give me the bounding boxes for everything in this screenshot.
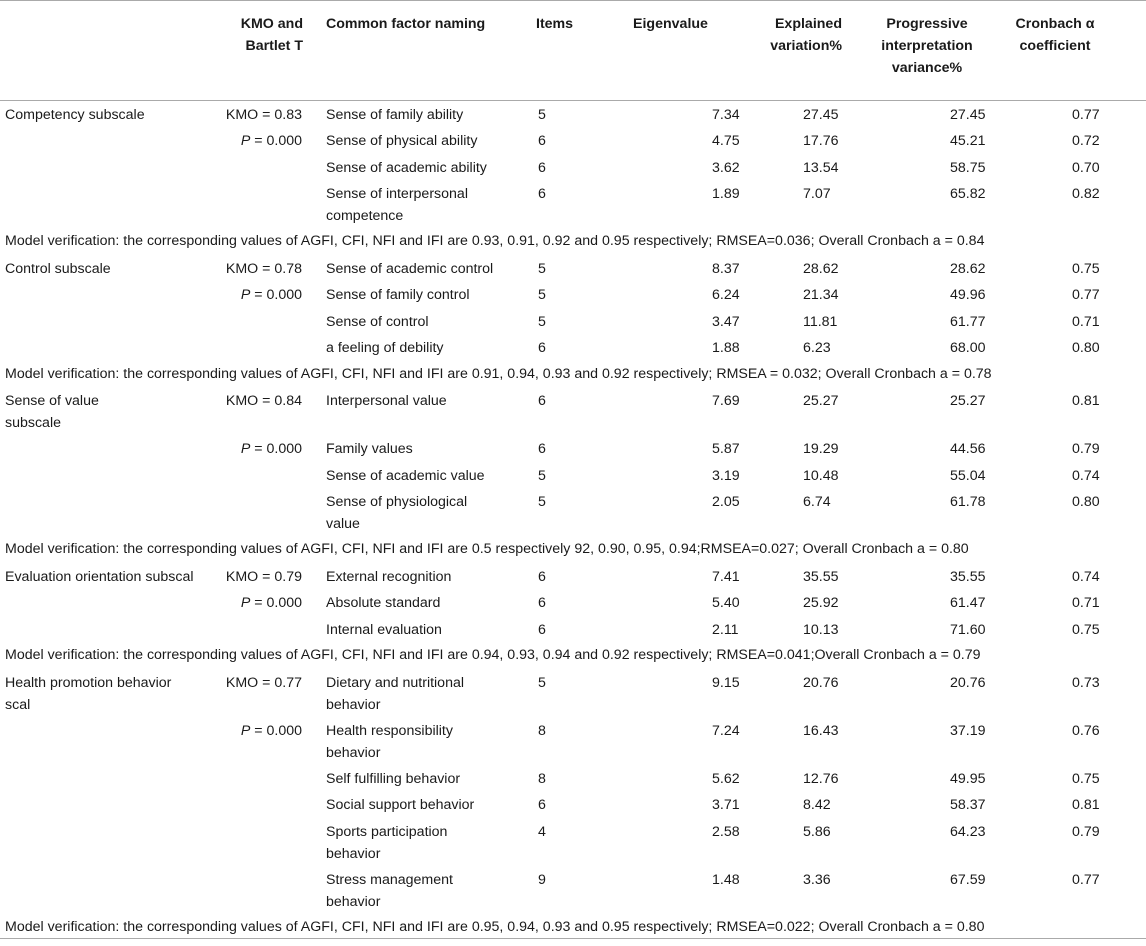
header-subscale [0,1,212,101]
eigenvalue: 3.19 [712,467,740,484]
explained-variation: 3.36 [803,871,831,888]
table-bottom-rule [0,938,1146,939]
items-count: 6 [538,186,546,202]
factor-name: Sense of physiological value [326,494,468,532]
cronbach-alpha: 0.74 [1072,568,1100,585]
kmo-value: KMO = 0.79 [225,568,302,585]
model-verification-note: Model verification: the corresponding values of AGFI, CFI, NFI and IFI are 0.93, 0.91, 0.92 and 0.95 respectively; RMSEA=0.036; Overall Cronbach a = 0.84 [5,233,985,249]
table-row [0,334,1146,361]
factor-name: External recognition [326,568,452,585]
table-row [0,154,1146,181]
table-row [0,717,1146,765]
table-row [0,101,1146,128]
items-count: 6 [538,340,546,356]
factor-name: Absolute standard [326,595,441,611]
header-eigenvalue: Eigenvalue [612,1,737,101]
progressive-variance: 55.04 [950,467,986,484]
cronbach-alpha: 0.79 [1072,823,1100,840]
factor-name: Sense of academic ability [326,159,487,176]
factor-name: Self fulfilling behavior [326,770,461,787]
progressive-variance: 45.21 [950,133,986,149]
cronbach-alpha: 0.76 [1072,722,1100,739]
explained-variation: 13.54 [803,159,839,176]
kmo-value: KMO = 0.77 [225,674,302,691]
explained-variation: 12.76 [803,770,839,787]
factor-name: Health responsibility behavior [326,722,453,761]
table-row [0,791,1146,818]
model-verification-note: Model verification: the corresponding values of AGFI, CFI, NFI and IFI are 0.95, 0.94, 0.93 and 0.95 respectively; RMSEA=0.022; Overall Cronbach a = 0.80 [5,918,985,935]
factor-name: Sense of academic control [326,260,494,277]
kmo-value: KMO = 0.84 [225,393,302,409]
cronbach-alpha: 0.77 [1072,287,1100,303]
table-row [0,616,1146,643]
cronbach-alpha: 0.70 [1072,159,1100,176]
explained-variation: 10.48 [803,467,839,484]
items-count: 6 [538,393,546,409]
items-count: 9 [538,871,546,888]
eigenvalue: 1.88 [712,340,740,356]
eigenvalue: 3.71 [712,797,740,813]
explained-variation: 19.29 [803,441,839,457]
items-count: 8 [538,722,546,739]
explained-variation: 11.81 [803,313,838,330]
progressive-variance: 28.62 [950,260,986,277]
eigenvalue: 7.69 [712,393,740,409]
factor-name: a feeling of debility [326,340,444,356]
cronbach-alpha: 0.72 [1072,133,1100,149]
progressive-variance: 35.55 [950,568,986,585]
items-count: 5 [538,260,546,277]
cronbach-alpha: 0.81 [1072,393,1100,409]
model-verification-row [0,642,1146,669]
factor-name: Stress management behavior [326,871,453,910]
cronbach-alpha: 0.75 [1072,621,1100,638]
explained-variation: 10.13 [803,621,839,638]
model-verification-row [0,914,1146,941]
progressive-variance: 61.78 [950,494,986,510]
eigenvalue: 2.11 [712,621,739,638]
subscale-name: Health promotion behavior scal [5,674,172,713]
table-row [0,255,1146,282]
p-value: P = 0.000 [240,722,302,739]
progressive-variance: 49.95 [950,770,986,787]
model-verification-row [0,228,1146,255]
eigenvalue: 3.62 [712,159,740,176]
eigenvalue: 5.40 [712,595,740,611]
progressive-variance: 71.60 [950,621,986,638]
p-value: P = 0.000 [240,287,302,303]
explained-variation: 6.74 [803,494,831,510]
explained-variation: 8.42 [803,797,831,813]
items-count: 5 [538,287,546,303]
model-verification-note: Model verification: the corresponding values of AGFI, CFI, NFI and IFI are 0.94, 0.93, 0.94 and 0.92 respectively; RMSEA=0.041;Overall Cronbach a = 0.79 [5,647,981,663]
progressive-variance: 58.75 [950,159,986,176]
items-count: 5 [538,313,546,330]
eigenvalue: 7.34 [712,107,740,123]
cronbach-alpha: 0.77 [1072,107,1100,123]
explained-variation: 25.27 [803,393,839,409]
model-verification-row [0,361,1146,388]
subscale-name: Evaluation orientation subscal [5,568,194,585]
items-count: 8 [538,770,546,787]
progressive-variance: 58.37 [950,797,986,813]
table-row [0,818,1146,866]
cronbach-alpha: 0.74 [1072,467,1100,484]
progressive-variance: 64.23 [950,823,986,840]
eigenvalue: 5.87 [712,441,740,457]
cronbach-alpha: 0.73 [1072,674,1100,691]
explained-variation: 7.07 [803,186,831,202]
explained-variation: 16.43 [803,722,839,739]
header-kmo: KMO and Bartlet T [212,1,316,101]
items-count: 6 [538,621,546,638]
explained-variation: 20.76 [803,674,839,691]
table-row [0,387,1146,435]
factor-name: Sense of interpersonal competence [326,186,468,224]
explained-variation: 6.23 [803,340,831,356]
cronbach-alpha: 0.80 [1072,494,1100,510]
eigenvalue: 2.05 [712,494,740,510]
items-count: 5 [538,467,546,484]
items-count: 6 [538,159,546,176]
subscale-name: Control subscale [5,260,111,277]
table-row [0,563,1146,590]
items-count: 6 [538,133,546,149]
model-verification-note: Model verification: the corresponding values of AGFI, CFI, NFI and IFI are 0.5 respectively 92, 0.90, 0.95, 0.94;RMSEA=0.027; Overall Cronbach a = 0.80 [5,541,969,557]
items-count: 6 [538,797,546,813]
table-row [0,589,1146,616]
cronbach-alpha: 0.71 [1072,595,1100,611]
table-row [0,308,1146,335]
factor-name: Family values [326,441,413,457]
cronbach-alpha: 0.75 [1072,770,1100,787]
progressive-variance: 65.82 [950,186,986,202]
factor-name: Dietary and nutritional behavior [326,674,465,713]
table-row [0,765,1146,792]
p-value: P = 0.000 [240,133,302,149]
header-row [0,1,1146,101]
table-row [0,180,1146,228]
progressive-variance: 44.56 [950,441,986,457]
eigenvalue: 7.24 [712,722,740,739]
model-verification-note: Model verification: the corresponding values of AGFI, CFI, NFI and IFI are 0.91, 0.94, 0.93 and 0.92 respectively; RMSEA = 0.032; Overall Cronbach a = 0.78 [5,365,992,382]
subscale-name: Competency subscale [5,107,145,123]
kmo-value: KMO = 0.83 [225,107,302,123]
eigenvalue: 3.47 [712,313,740,330]
header-factor: Common factor naming [316,1,526,101]
kmo-value: KMO = 0.78 [225,260,302,277]
items-count: 6 [538,595,546,611]
table-row [0,462,1146,489]
header-explained: Explained variation% [737,1,852,101]
factor-name: Sense of academic value [326,467,485,484]
model-verification-row [0,536,1146,563]
factor-name: Internal evaluation [326,621,442,638]
cronbach-alpha: 0.77 [1072,871,1100,888]
items-count: 5 [538,494,546,510]
eigenvalue: 5.62 [712,770,740,787]
table-row [0,127,1146,154]
progressive-variance: 61.47 [950,595,986,611]
items-count: 5 [538,107,546,123]
explained-variation: 21.34 [803,287,839,303]
progressive-variance: 49.96 [950,287,986,303]
explained-variation: 28.62 [803,260,839,277]
items-count: 6 [538,568,546,585]
progressive-variance: 68.00 [950,340,986,356]
factor-name: Sense of control [326,313,429,330]
progressive-variance: 20.76 [950,674,986,691]
factor-name: Sports participation behavior [326,823,448,862]
eigenvalue: 7.41 [712,568,740,585]
cronbach-alpha: 0.80 [1072,340,1100,356]
eigenvalue: 2.58 [712,823,740,840]
progressive-variance: 37.19 [950,722,986,739]
factor-name: Sense of family control [326,287,470,303]
explained-variation: 5.86 [803,823,831,840]
factor-name: Sense of family ability [326,107,464,123]
eigenvalue: 9.15 [712,674,740,691]
eigenvalue: 8.37 [712,260,740,277]
factor-name: Interpersonal value [326,393,447,409]
eigenvalue: 1.48 [712,871,740,888]
p-value: P = 0.000 [240,441,302,457]
table-row [0,866,1146,914]
items-count: 6 [538,441,546,457]
eigenvalue: 1.89 [712,186,740,202]
items-count: 5 [538,674,546,691]
table-row [0,669,1146,717]
progressive-variance: 25.27 [950,393,986,409]
cronbach-alpha: 0.71 [1072,313,1100,330]
cronbach-alpha: 0.82 [1072,186,1100,202]
progressive-variance: 27.45 [950,107,986,123]
explained-variation: 27.45 [803,107,839,123]
explained-variation: 25.92 [803,595,839,611]
table-row [0,488,1146,536]
header-items: Items [526,1,612,101]
eigenvalue: 4.75 [712,133,740,149]
table-row [0,281,1146,308]
header-progressive: Progressive interpretation variance% [852,1,980,101]
factor-name: Sense of physical ability [326,133,478,149]
header-cronbach: Cronbach α coefficient [980,1,1146,101]
progressive-variance: 67.59 [950,871,986,888]
cronbach-alpha: 0.79 [1072,441,1100,457]
factor-name: Social support behavior [326,797,475,813]
cronbach-alpha: 0.81 [1072,797,1100,813]
table-row [0,435,1146,462]
items-count: 4 [538,823,546,840]
progressive-variance: 61.77 [950,313,986,330]
subscale-name: Sense of value subscale [5,393,99,431]
cronbach-alpha: 0.75 [1072,260,1100,277]
eigenvalue: 6.24 [712,287,740,303]
p-value: P = 0.000 [240,595,302,611]
explained-variation: 17.76 [803,133,839,149]
explained-variation: 35.55 [803,568,839,585]
